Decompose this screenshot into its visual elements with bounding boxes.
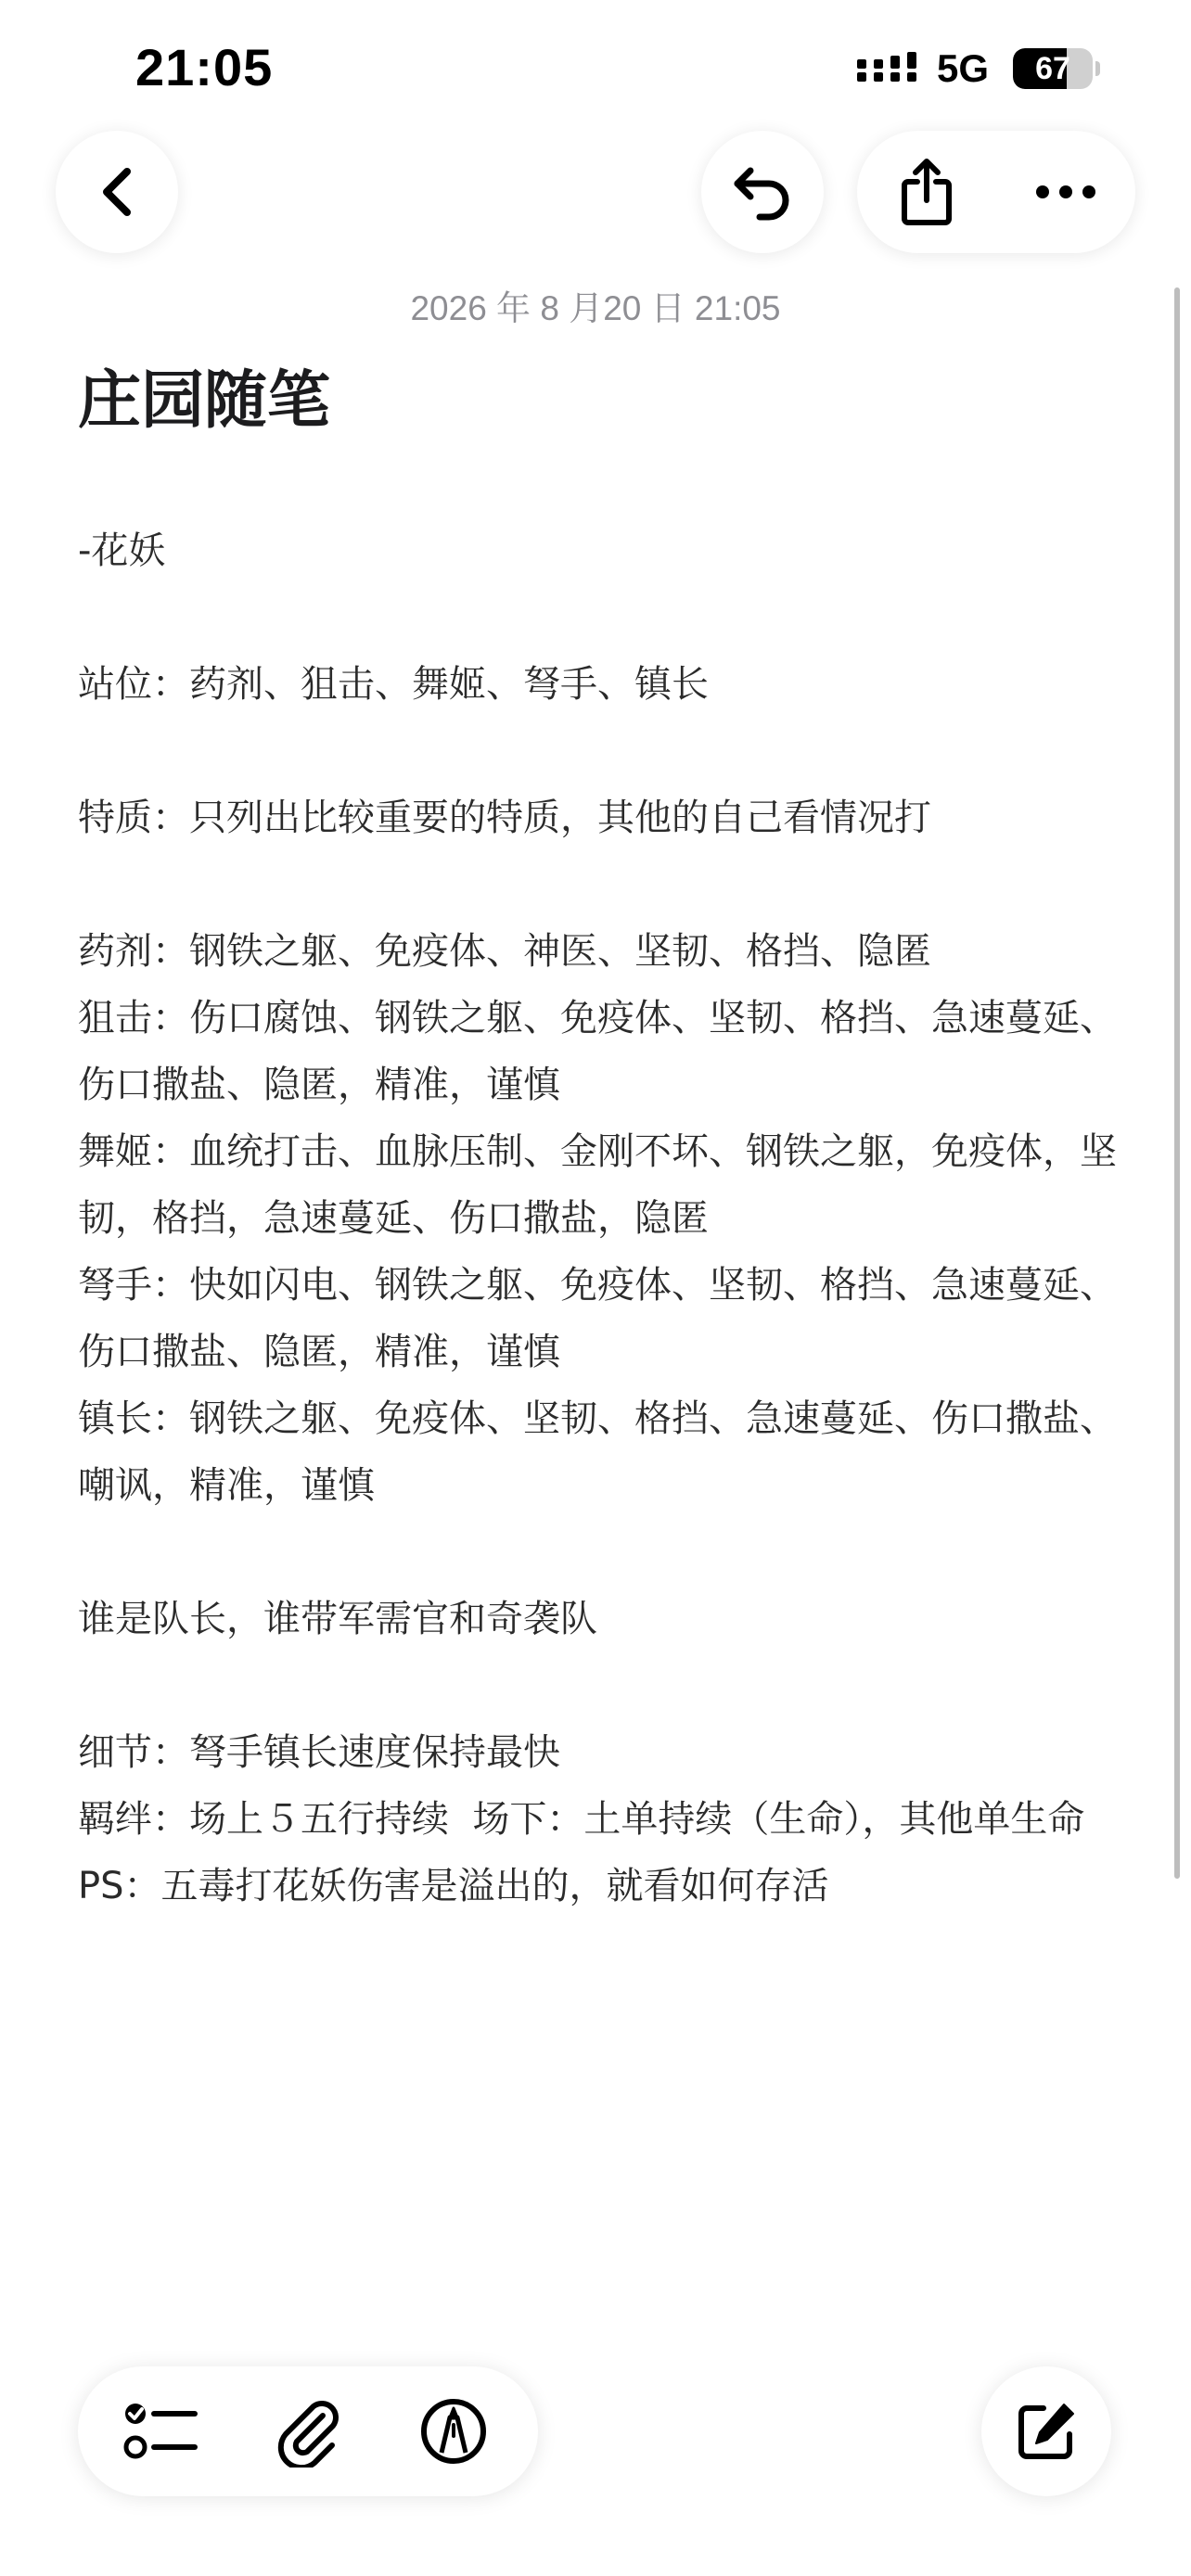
note-line: 狙击：伤口腐蚀、钢铁之躯、免疫体、坚韧、格挡、急速蔓延、伤口撒盐、隐匿，精准，谨慎 xyxy=(78,997,1117,1106)
battery-icon xyxy=(1013,48,1100,89)
status-time: 21:05 xyxy=(135,38,274,96)
note-blank-line xyxy=(78,718,1117,784)
note-line: 谁是队长，谁带军需官和奇袭队 xyxy=(78,1598,597,1640)
signal-strength-icon xyxy=(857,52,918,87)
note-line: -花妖 xyxy=(78,529,166,572)
share-button[interactable] xyxy=(857,131,996,253)
battery-body xyxy=(1013,48,1093,89)
compose-button[interactable] xyxy=(981,2366,1111,2496)
pen-circle-icon xyxy=(419,2397,488,2466)
note-line: 羁绊：场上５五行持续 场下：土单持续（生命），其他单生命 xyxy=(78,1798,1085,1841)
note-blank-line xyxy=(78,1652,1117,1719)
battery-cap xyxy=(1095,61,1100,76)
back-button[interactable] xyxy=(56,131,178,253)
markup-button[interactable] xyxy=(384,2366,523,2496)
note-blank-line xyxy=(78,584,1117,651)
chevron-left-icon xyxy=(96,164,138,220)
note-line: 舞姬：血统打击、血脉压制、金刚不坏、钢铁之躯，免疫体，坚韧，格挡，急速蔓延、伤口撒盐，隐匿 xyxy=(78,1130,1117,1240)
note-line: 细节：弩手镇长速度保持最快 xyxy=(78,1731,560,1774)
checklist-button[interactable] xyxy=(91,2366,230,2496)
bottom-toolbar xyxy=(78,2366,538,2496)
note-line: 站位：药剂、狙击、舞姬、弩手、镇长 xyxy=(78,663,709,706)
attachment-button[interactable] xyxy=(238,2366,378,2496)
note-blank-line xyxy=(78,1519,1117,1586)
note-line: 镇长：钢铁之躯、免疫体、坚韧、格挡、急速蔓延、伤口撒盐、嘲讽，精准，谨慎 xyxy=(78,1397,1117,1507)
battery-level-text: 67 xyxy=(1035,51,1070,86)
ellipsis-icon xyxy=(1033,183,1098,201)
status-bar xyxy=(0,0,1191,139)
note-body[interactable] xyxy=(78,517,1117,1919)
share-more-group xyxy=(857,131,1135,253)
note-date: 2026 年 8 月20 日 21:05 xyxy=(410,289,781,327)
note-line: 特质：只列出比较重要的特质，其他的自己看情况打 xyxy=(78,797,931,839)
note-blank-line xyxy=(78,851,1117,918)
compose-icon xyxy=(1016,2401,1077,2462)
more-button[interactable] xyxy=(996,131,1135,253)
share-icon xyxy=(899,158,954,226)
undo-button[interactable] xyxy=(701,131,824,253)
note-line: PS：五毒打花妖伤害是溢出的，就看如何存活 xyxy=(78,1865,829,1907)
note-line: 药剂：钢铁之躯、免疫体、神医、坚韧、格挡、隐匿 xyxy=(78,930,931,973)
undo-arrow-icon xyxy=(730,161,795,223)
note-line: 弩手：快如闪电、钢铁之躯、免疫体、坚韧、格挡、急速蔓延、伤口撒盐、隐匿，精准，谨慎 xyxy=(78,1264,1117,1373)
scroll-indicator[interactable] xyxy=(1174,287,1180,1879)
paperclip-icon xyxy=(275,2395,341,2468)
note-title[interactable]: 庄园随笔 xyxy=(78,364,331,438)
network-type: 5G xyxy=(937,46,990,90)
checklist-icon xyxy=(122,2399,198,2464)
